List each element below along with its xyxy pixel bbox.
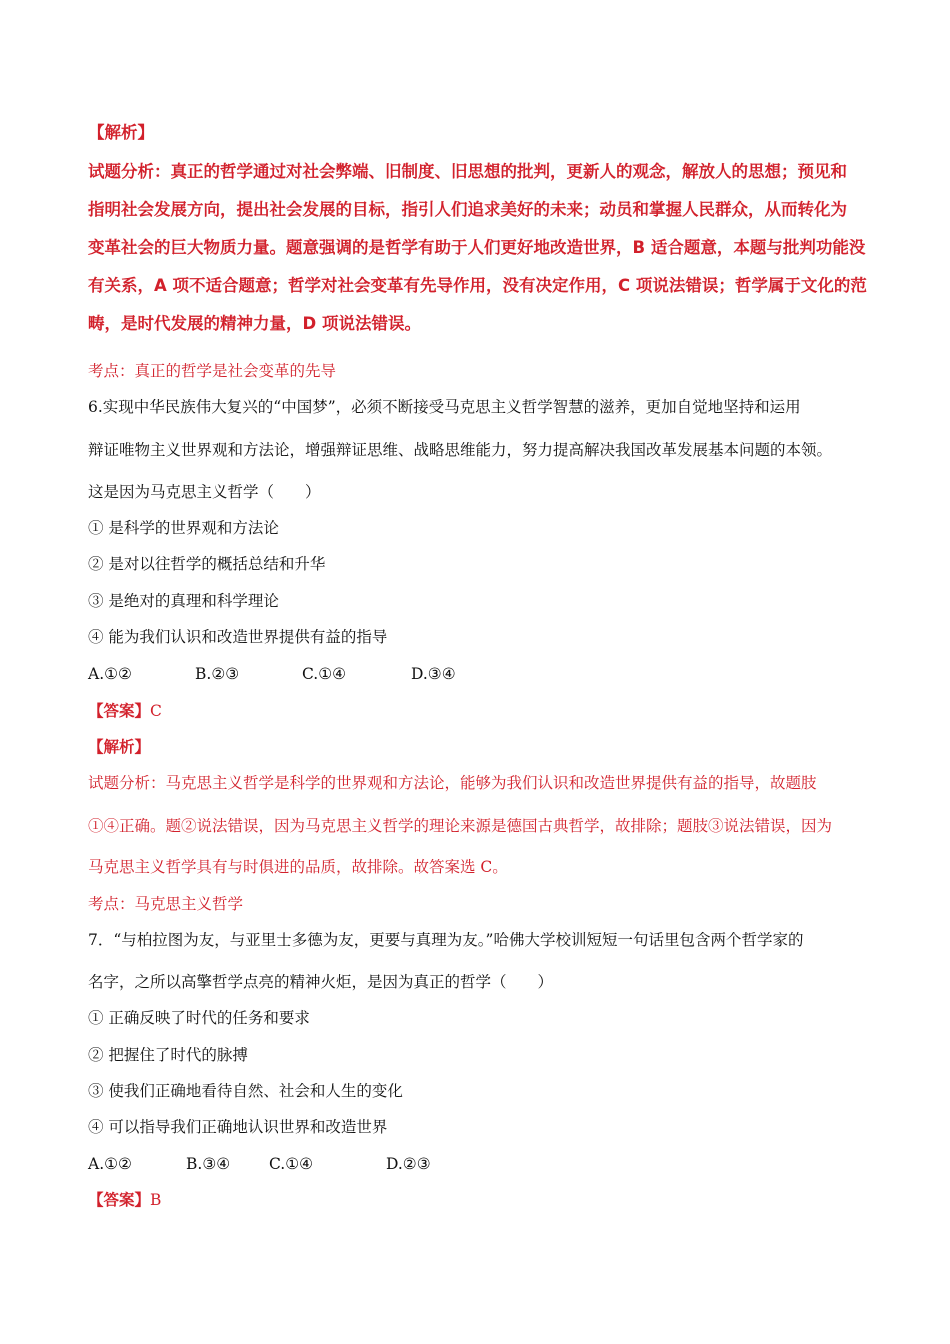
analysis-line: 有关系，A 项不适合题意；哲学对社会变革有先导作用，没有决定作用，C 项说法错误；哲学属于文化的范 xyxy=(88,276,867,295)
choice-d: D.②③ xyxy=(386,1155,431,1173)
statement-item: ④ 可以指导我们正确地认识世界和改造世界 xyxy=(88,1118,388,1136)
question-stem-line: 这是因为马克思主义哲学（ ） xyxy=(88,483,321,501)
answer-line xyxy=(88,701,162,721)
statement-item: ④ 能为我们认识和改造世界提供有益的指导 xyxy=(88,628,388,646)
analysis-line: ①④正确。题②说法错误，因为马克思主义哲学的理论来源是德国古典哲学，故排除；题肢③说法错误，因为 xyxy=(88,817,833,835)
question-stem-line: 6.实现中华民族伟大复兴的“中国梦”，必须不断接受马克思主义哲学智慧的滋养，更加自觉地坚持和运用 xyxy=(88,398,801,416)
answer-line xyxy=(88,1190,161,1210)
knowledge-point: 考点：真正的哲学是社会变革的先导 xyxy=(88,362,337,380)
analysis-heading: 【解析】 xyxy=(88,738,151,756)
analysis-line: 马克思主义哲学具有与时俱进的品质，故排除。故答案选 C。 xyxy=(88,858,508,876)
choice-b: B.②③ xyxy=(195,665,240,683)
statement-item: ③ 使我们正确地看待自然、社会和人生的变化 xyxy=(88,1082,403,1100)
analysis-line: 畴，是时代发展的精神力量，D 项说法错误。 xyxy=(88,314,421,333)
answer-label: 【答案】 xyxy=(88,702,151,720)
statement-item: ① 是科学的世界观和方法论 xyxy=(88,519,279,537)
question-stem-line: 辩证唯物主义世界观和方法论，增强辩证思维、战略思维能力，努力提高解决我国改革发展基本问题的本领。 xyxy=(88,441,833,459)
choice-c: C.①④ xyxy=(302,665,347,683)
choice-c: C.①④ xyxy=(269,1155,314,1173)
choice-a: A.①② xyxy=(88,665,132,683)
answer-label: 【答案】 xyxy=(88,1191,151,1209)
question-stem-line: 名字，之所以高擎哲学点亮的精神火炬，是因为真正的哲学（ ） xyxy=(88,973,554,991)
analysis-line: 试题分析：真正的哲学通过对社会弊端、旧制度、旧思想的批判，更新人的观念，解放人的思想；预见和 xyxy=(88,162,847,181)
analysis-line: 变革社会的巨大物质力量。题意强调的是哲学有助于人们更好地改造世界，B 适合题意，本题与批判功能没 xyxy=(88,238,866,257)
statement-item: ② 把握住了时代的脉搏 xyxy=(88,1046,248,1064)
question-stem-line: 7．“与柏拉图为友，与亚里士多德为友，更要与真理为友。”哈佛大学校训短短一句话里包含两个哲学家的 xyxy=(88,931,804,949)
knowledge-point: 考点：马克思主义哲学 xyxy=(88,895,244,913)
statement-item: ① 正确反映了时代的任务和要求 xyxy=(88,1009,310,1027)
answer-value: B xyxy=(150,1191,162,1209)
choice-b: B.③④ xyxy=(186,1155,231,1173)
statement-item: ③ 是绝对的真理和科学理论 xyxy=(88,592,279,610)
analysis-line: 指明社会发展方向，提出社会发展的目标，指引人们追求美好的未来；动员和掌握人民群众，从而转化为 xyxy=(88,200,847,219)
analysis-line: 试题分析：马克思主义哲学是科学的世界观和方法论，能够为我们认识和改造世界提供有益的指导，故题肢 xyxy=(88,774,817,792)
statement-item: ② 是对以往哲学的概括总结和升华 xyxy=(88,555,326,573)
analysis-heading: 【解析】 xyxy=(88,123,154,142)
choice-d: D.③④ xyxy=(411,665,456,683)
answer-value: C xyxy=(150,702,162,720)
choice-a: A.①② xyxy=(88,1155,132,1173)
